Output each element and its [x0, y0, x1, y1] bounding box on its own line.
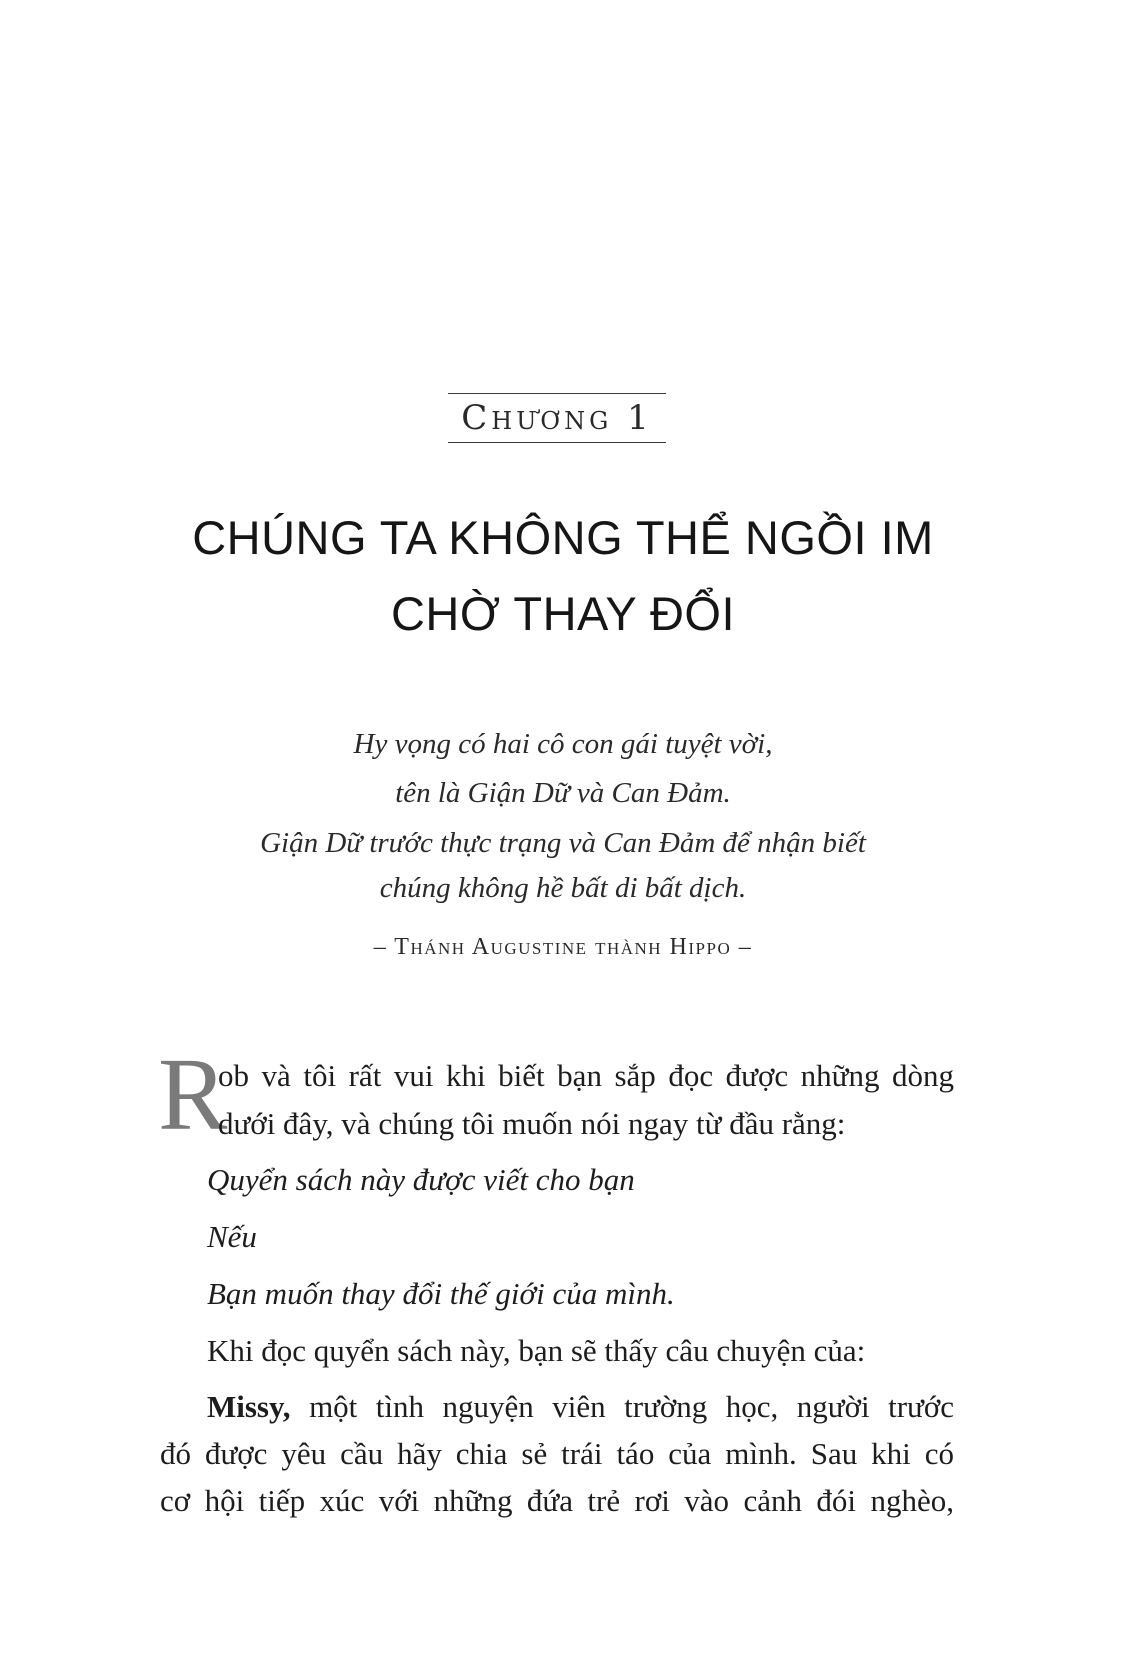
epigraph-line-3: Giận Dữ trước thực trạng và Can Đảm để nhận biết: [260, 827, 866, 859]
chapter-label: Chương 1: [448, 393, 666, 443]
italic-line-3: Bạn muốn thay đổi thế giới của mình.: [207, 1276, 675, 1311]
missy-line-1: [207, 1387, 954, 1427]
missy-line-1-text: một tình nguyện viên trường học, người trước: [309, 1389, 955, 1424]
body-line-2: dưới đây, và chúng tôi muốn nói ngay từ đầu rằng:: [218, 1106, 846, 1141]
epigraph-line-4: chúng không hề bất di bất dịch.: [379, 872, 747, 904]
chapter-title-line-1: CHÚNG TA KHÔNG THỂ NGỒI IM: [192, 511, 934, 564]
epigraph: [60, 722, 1066, 911]
italic-line-2: Nếu: [207, 1219, 257, 1254]
chapter-title-line-2: CHỜ THAY ĐỔI: [390, 587, 736, 640]
italic-line-1: Quyển sách này được viết cho bạn: [207, 1162, 635, 1197]
missy-line-2: đó được yêu cầu hãy chia sẻ trái táo của mình. Sau khi có: [160, 1436, 954, 1471]
chapter-title: [60, 500, 1066, 652]
body-line-1: ob và tôi rất vui khi biết bạn sắp đọc được những dòng: [218, 1058, 954, 1093]
body-line-plain: Khi đọc quyển sách này, bạn sẽ thấy câu chuyện của:: [207, 1333, 866, 1368]
epigraph-line-2: tên là Giận Dữ và Can Đảm.: [395, 777, 731, 809]
drop-cap: R: [158, 1037, 228, 1152]
missy-line-3: cơ hội tiếp xúc với những đứa trẻ rơi vào cảnh đói nghèo,: [160, 1483, 954, 1518]
epigraph-line-1: Hy vọng có hai cô con gái tuyệt vời,: [353, 728, 773, 760]
epigraph-attribution: – Thánh Augustine thành Hippo –: [373, 934, 753, 960]
missy-name: Missy,: [207, 1389, 291, 1424]
